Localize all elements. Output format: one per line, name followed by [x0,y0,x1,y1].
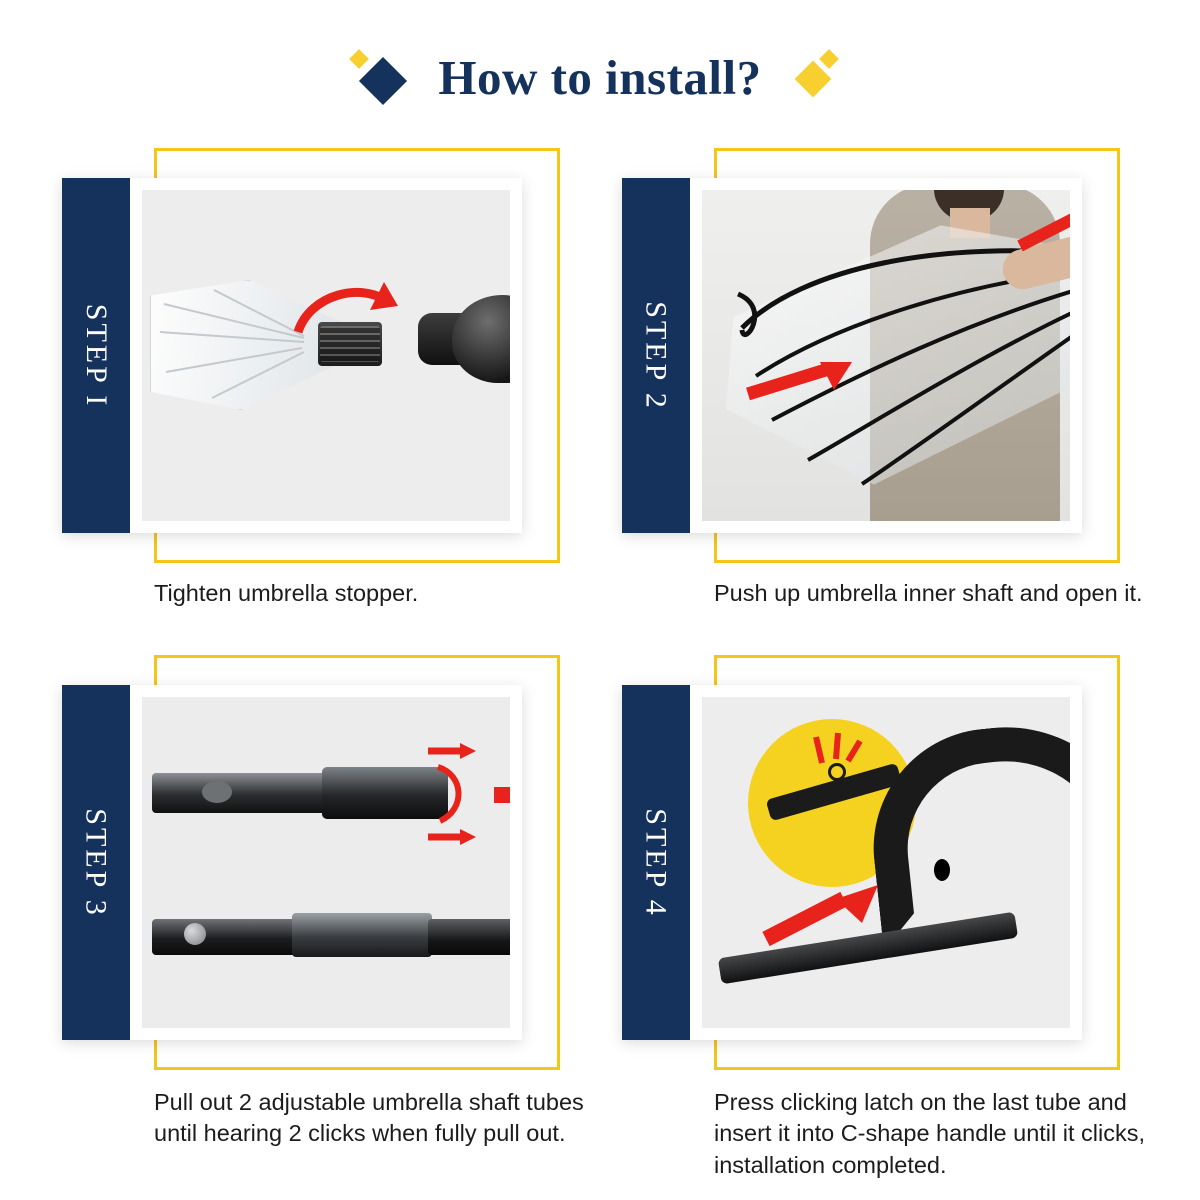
step-3-band [62,685,130,1040]
step-1-band [62,178,130,533]
step-3-image [142,697,510,1028]
step-2-image [702,190,1070,521]
step-4-band [622,685,690,1040]
stopper-cap-shape [412,295,510,410]
step-2-caption: Push up umbrella inner shaft and open it. [714,580,1143,606]
step-card-1 [62,148,582,606]
tube-button-hole [202,781,232,803]
red-arrow-icon [1012,192,1070,262]
step-card-3 [62,655,584,1147]
step-card-4 [622,655,1146,1178]
page-title-row [0,48,1200,106]
step-1-caption: Tighten umbrella stopper. [154,580,419,606]
step-3-caption: Pull out 2 adjustable umbrella shaft tubes until hearing 2 clicks when fully pull out. [154,1089,584,1147]
step-4-frame [622,655,1146,1178]
curved-red-arrow-icon [292,276,402,346]
shaft-tube-upper-left [152,773,328,813]
step-2-frame [622,148,1143,606]
step-2-label: STEP 2 [640,300,673,411]
red-arrow-icon [758,877,888,957]
step-2-panel [622,178,1082,533]
step-4-panel [622,685,1082,1040]
step-4-caption: Press clicking latch on the last tube and insert it into C-shape handle until it clicks, installation completed. [714,1089,1146,1178]
step-2-band [622,178,690,533]
step-1-frame [62,148,560,606]
step-3-label: STEP 3 [80,807,113,918]
spark-icon [806,727,876,777]
diamond-small-yellow-icon-2 [819,49,839,69]
diamond-yellow-icon [788,48,848,106]
step-4-image [702,697,1070,1028]
diamond-navy-icon [352,48,412,106]
shaft-tube-lower-left [152,919,302,955]
step-card-2 [622,148,1143,606]
step-3-panel [62,685,522,1040]
shaft-tube-lower-mid [292,913,432,957]
handle-hole [934,859,950,881]
screw-icon [184,923,206,945]
step-1-label: STEP I [80,303,113,408]
red-arrow-icon-2 [742,348,862,418]
page-title: How to install? [438,49,762,105]
shaft-tube-lower-right [428,919,510,955]
step-3-frame [62,655,584,1147]
red-arrow-icon [428,741,510,851]
step-1-panel [62,178,522,533]
step-1-image [142,190,510,521]
step-4-label: STEP 4 [640,807,673,918]
diamond-small-yellow-icon [349,49,369,69]
